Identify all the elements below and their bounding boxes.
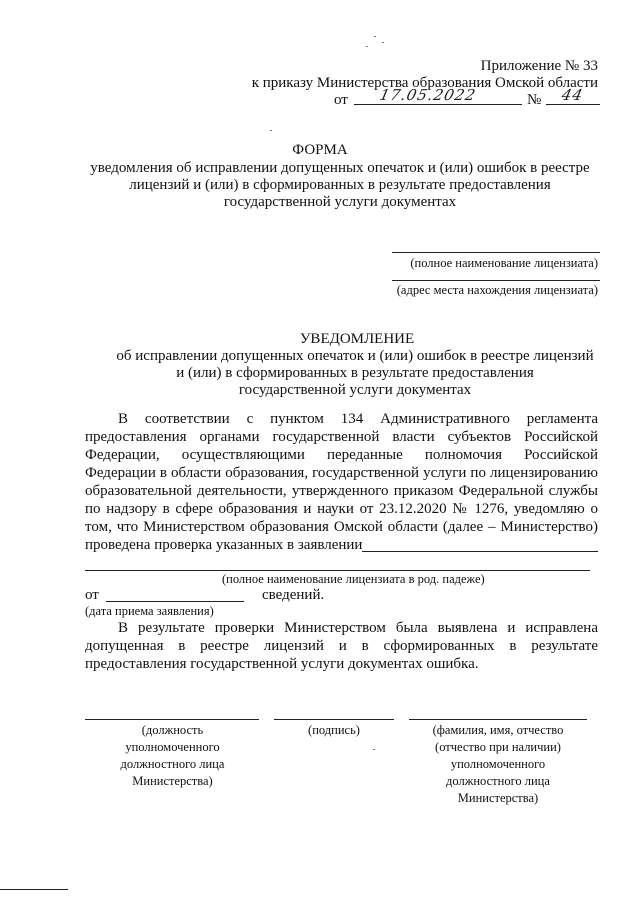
- full-name-line: [409, 719, 587, 720]
- form-subtitle-line3: государственной услуги документах: [223, 194, 457, 210]
- signature-line: [274, 719, 394, 720]
- scan-speck: [382, 42, 384, 43]
- position-caption: (должность уполномоченного должностного лица Министерства): [120, 723, 225, 788]
- handwritten-number: 44: [560, 86, 586, 104]
- licensee-address-line: [392, 280, 600, 281]
- paragraph1-line6: по надзору в сфере образования и науки от 23.12.2020 № 1276, уведомляю о: [85, 501, 598, 517]
- paragraph2-line1: В результате проверки Министерством была выявлена и исправлена: [118, 620, 598, 636]
- full-name-caption: (фамилия, имя, отчество (отчество при наличии) уполномоченного должностного лица Министерства): [432, 723, 564, 805]
- paragraph2-last-line: предоставления государственной услуги документах ошибка.: [85, 656, 479, 672]
- paragraph2-line2: допущенная в реестре лицензий и в сформированных в результате: [85, 638, 598, 654]
- form-subtitle-line2: лицензий и (или) в сформированных в результате предоставления: [129, 177, 551, 193]
- number-underline: [546, 104, 600, 105]
- scan-speck: [374, 36, 376, 37]
- notice-subtitle-line2: и (или) в сформированных в результате предоставления: [176, 365, 534, 381]
- from-prefix: от: [85, 587, 99, 603]
- form-subtitle-line1: уведомления об исправлении допущенных опечаток и (или) ошибок в реестре: [90, 160, 590, 176]
- scan-speck: [373, 749, 375, 750]
- form-title: ФОРМА: [292, 142, 348, 158]
- application-date-caption: (дата приема заявления): [85, 604, 214, 618]
- scan-speck: [366, 46, 368, 47]
- application-date-line: [106, 601, 244, 602]
- paragraph1-line1: В соответствии с пунктом 134 Административного регламента: [118, 411, 598, 427]
- notice-subtitle-line3: государственной услуги документах: [238, 382, 472, 398]
- scan-speck: [270, 130, 272, 131]
- position-line: [85, 719, 259, 720]
- date-prefix: от: [334, 92, 348, 108]
- footnote-separator: [0, 889, 68, 890]
- paragraph1-last-line: проведена проверка указанных в заявлении: [85, 537, 363, 553]
- paragraph1-line4: Федерации в области образования, государственной услуги по лицензированию: [85, 465, 598, 481]
- number-prefix: №: [527, 92, 542, 108]
- genitive-name-caption: (полное наименование лицензиата в род. падеже): [222, 572, 485, 586]
- paragraph1-line7: том, что Министерством образования Омской области (далее – Министерство): [85, 519, 598, 535]
- paragraph1-line3: Федерации, осуществляющими переданные полномочия Российской: [85, 447, 598, 463]
- licensee-name-caption: (полное наименование лицензиата): [410, 256, 598, 270]
- licensee-name-line: [392, 252, 600, 253]
- notice-subtitle-line1: об исправлении допущенных опечаток и (или) ошибок в реестре лицензий: [116, 348, 594, 364]
- genitive-name-line: [85, 570, 590, 571]
- from-suffix: сведений.: [262, 587, 325, 603]
- notice-title: УВЕДОМЛЕНИЕ: [299, 331, 415, 347]
- order-line: к приказу Министерства образования Омской области: [251, 75, 598, 91]
- date-underline: [354, 104, 522, 105]
- handwritten-date: 17.05.2022: [378, 86, 478, 104]
- paragraph1-line2: предоставления органами государственной власти субъектов Российской: [85, 429, 598, 445]
- signature-caption: (подпись): [308, 723, 360, 737]
- verification-fill-line: [362, 551, 598, 552]
- licensee-address-caption: (адрес места нахождения лицензиата): [396, 283, 598, 297]
- appendix-label: Приложение № 33: [480, 58, 598, 74]
- paragraph1-line5: образовательной деятельности, утвержденного приказом Федеральной службы: [85, 483, 598, 499]
